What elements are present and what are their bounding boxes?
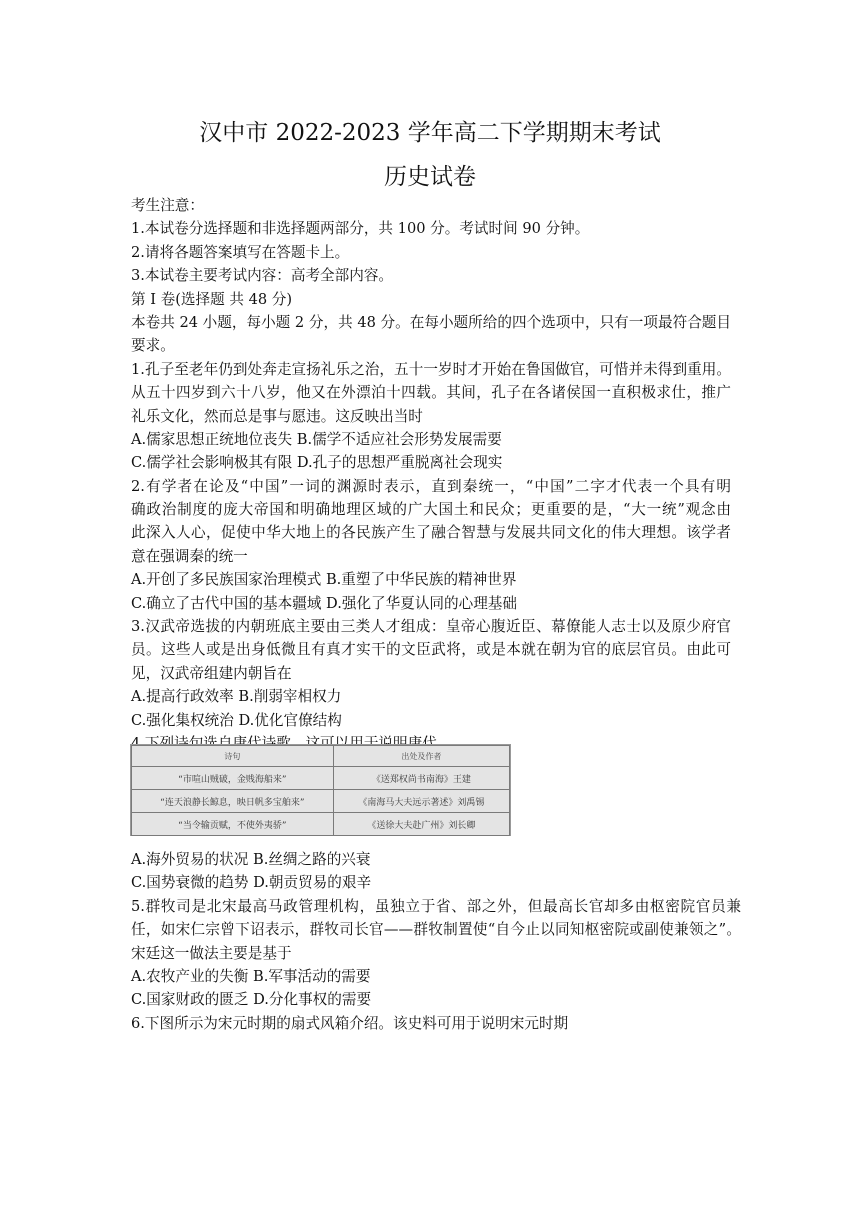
table-row	[132, 813, 510, 836]
question-1-options: C.儒学社会影响极其有限 D.孔子的思想严重脱离社会现实	[131, 454, 503, 472]
table-header-cell: 出处及作者	[333, 746, 509, 767]
question-3-text: 见，汉武帝组建内朝旨在	[131, 664, 292, 682]
question-3-options: C.强化集权统治 D.优化官僚结构	[131, 711, 342, 729]
question-3-text: 3.汉武帝选拔的内朝班底主要由三类人才组成：皇帝心腹近臣、幕僚能人志士以及原少府官	[131, 618, 731, 636]
table-row	[132, 790, 510, 813]
notice-line: 考生注意：	[131, 197, 204, 214]
exam-body-part1	[131, 194, 731, 755]
exam-title: 汉中市 2022-2023 学年高二下学期期末考试	[199, 120, 661, 146]
table-cell-source: 《送徐大夫赴广州》刘长卿	[333, 813, 509, 836]
question-1-text: 礼乐文化，然而总是事与愿违。这反映出当时	[131, 407, 423, 425]
table-cell-poem: “连天浪静长鲸息，映日帆多宝舶来”	[132, 790, 334, 813]
question-1-text: 从五十四岁到六十八岁，他又在外漂泊十四载。其间，孔子在各诸侯国一直积极求仕，推广	[131, 384, 731, 402]
question-2-options: C.确立了古代中国的基本疆域 D.强化了华夏认同的心理基础	[131, 594, 517, 612]
question-2-text: 意在强调秦的统一	[131, 547, 248, 565]
section-instruction: 要求。	[131, 337, 175, 355]
question-5-options: C.国家财政的匮乏 D.分化事权的需要	[131, 991, 372, 1009]
question-5-text: 5.群牧司是北宋最高马政管理机构，虽独立于省、部之外，但最高长官却多由枢密院官员兼	[131, 897, 741, 915]
table-header-row	[132, 746, 510, 767]
question-5-options: A.农牧产业的失衡 B.军事活动的需要	[131, 967, 371, 985]
question-3-text: 员。这些人或是出身低微且有真才实干的文臣武将，或是本就在朝为官的底层官员。由此可	[131, 641, 731, 659]
question-5-text: 任，如宋仁宗曾下诏表示，群牧司长官——群牧制置使“自今止以同知枢密院或副使兼领之”。	[131, 921, 741, 939]
table-row	[132, 767, 510, 790]
exam-subtitle: 历史试卷	[384, 164, 476, 190]
question-2-text: 确政治制度的庞大帝国和明确地理区域的广大国土和民众；更重要的是，“大一统”观念由	[131, 501, 731, 519]
poem-table-image	[130, 744, 511, 836]
question-2-text: 此深入人心，促使中华大地上的各民族产生了融合智慧与发展共同文化的伟大理想。该学者	[131, 524, 731, 542]
question-3-options: A.提高行政效率 B.削弱宰相权力	[131, 688, 342, 706]
notice-line: 3.本试卷主要考试内容：高考全部内容。	[131, 267, 394, 285]
question-1-text: 1.孔子至老年仍到处奔走宣扬礼乐之治，五十一岁时才开始在鲁国做官，可惜并未得到重用。	[131, 360, 731, 378]
question-4-options: A.海外贸易的状况 B.丝绸之路的兴衰	[131, 851, 371, 868]
notice-line: 2.请将各题答案填写在答题卡上。	[131, 243, 350, 261]
question-2-options: A.开创了多民族国家治理模式 B.重塑了中华民族的精神世界	[131, 571, 517, 589]
table-cell-poem: “当令输贡赋，不使外夷骄”	[132, 813, 334, 836]
question-4-options: C.国势衰微的趋势 D.朝贡贸易的艰辛	[131, 874, 372, 892]
notice-line: 1.本试卷分选择题和非选择题两部分，共 100 分。考试时间 90 分钟。	[131, 220, 590, 238]
table-cell-source: 《南海马大夫远示著述》刘禹锡	[333, 790, 509, 813]
table-cell-poem: “市喧山贼破，金贱海船来”	[132, 767, 334, 790]
section-heading: 第 I 卷(选择题 共 48 分)	[131, 290, 293, 308]
exam-body-part2	[131, 848, 741, 1035]
table-header-cell: 诗句	[132, 746, 334, 767]
question-2-text: 2.有学者在论及“中国”一词的渊源时表示，直到秦统一，“中国”二字才代表一个具有明	[131, 477, 731, 495]
section-instruction: 本卷共 24 小题，每小题 2 分，共 48 分。在每小题所给的四个选项中，只有一项最符合题目	[131, 313, 731, 331]
question-5-text: 宋廷这一做法主要是基于	[131, 944, 292, 962]
question-6-text: 6.下图所示为宋元时期的扇式风箱介绍。该史料可用于说明宋元时期	[131, 1014, 569, 1032]
question-1-options: A.儒家思想正统地位丧失 B.儒学不适应社会形势发展需要	[131, 430, 502, 448]
table-cell-source: 《送郑权尚书南海》王建	[333, 767, 509, 790]
